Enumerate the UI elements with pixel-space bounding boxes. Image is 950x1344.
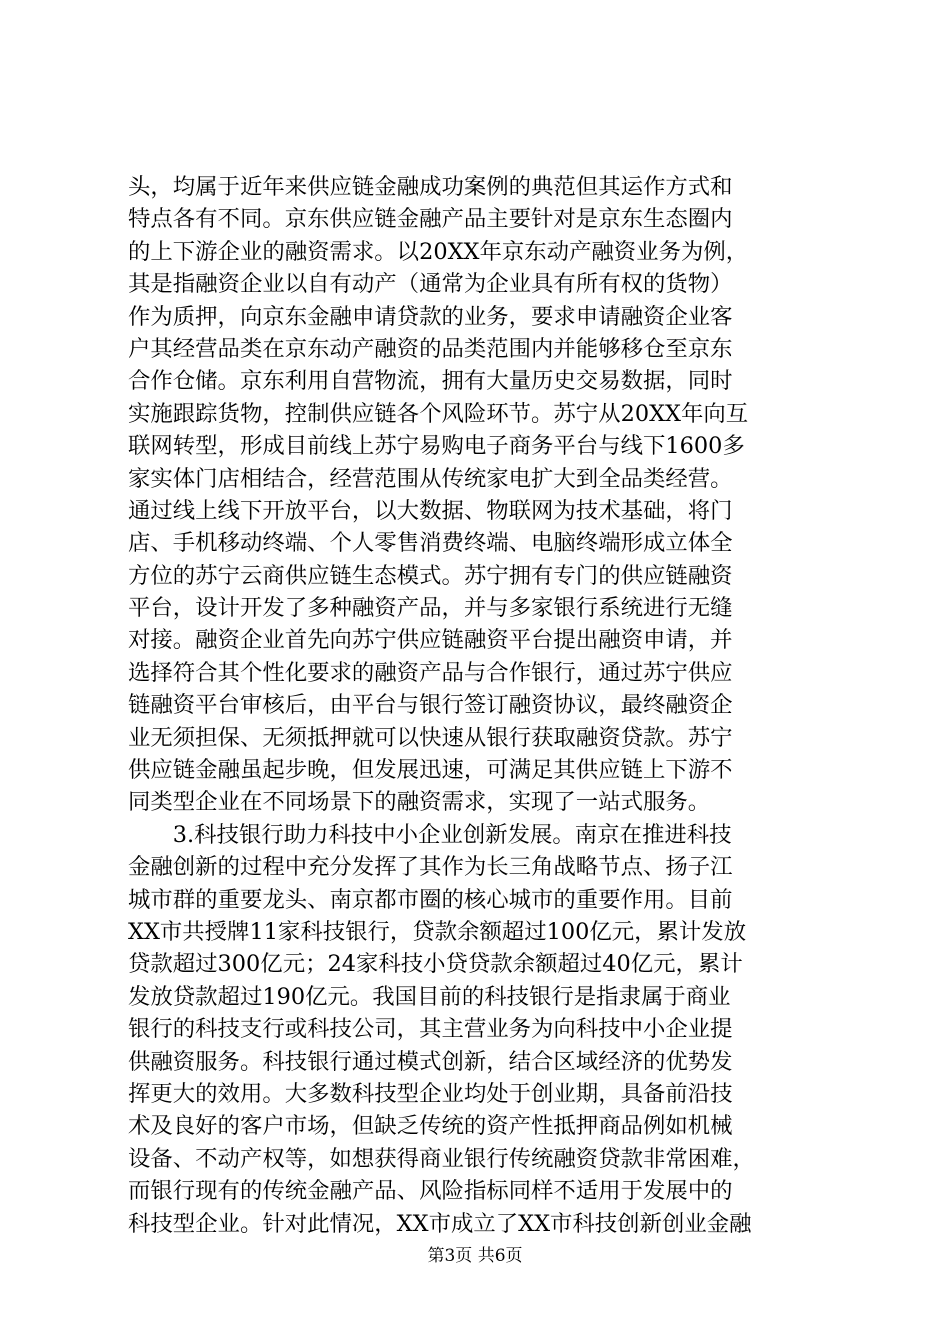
text-line: 家实体门店相结合，经营范围从传统家电扩大到全品类经营。 xyxy=(128,465,733,492)
text-line: 对接。融资企业首先向苏宁供应链融资平台提出融资申请，并 xyxy=(128,627,733,654)
text-line: 通过线上线下开放平台，以大数据、物联网为技术基础，将门 xyxy=(128,497,733,524)
text-line: 的上下游企业的融资需求。以20XX年京东动产融资业务为例， xyxy=(128,238,749,265)
text-line: 链融资平台审核后，由平台与银行签订融资协议，最终融资企 xyxy=(128,692,733,719)
text-line: 金融创新的过程中充分发挥了其作为长三角战略节点、扬子江 xyxy=(128,854,733,881)
text-line: 平台，设计开发了多种融资产品，并与多家银行系统进行无缝 xyxy=(128,595,733,622)
text-line: 银行的科技支行或科技公司，其主营业务为向科技中小企业提 xyxy=(128,1016,733,1043)
text-line: 同类型企业在不同场景下的融资需求，实现了一站式服务。 xyxy=(128,789,711,816)
text-line: 设备、不动产权等，如想获得商业银行传统融资贷款非常困难， xyxy=(128,1145,755,1172)
text-line: 方位的苏宁云商供应链生态模式。苏宁拥有专门的供应链融资 xyxy=(128,562,733,589)
text-line: 其是指融资企业以自有动产（通常为企业具有所有权的货物） xyxy=(128,271,733,298)
text-line: 挥更大的效用。大多数科技型企业均处于创业期，具备前沿技 xyxy=(128,1080,733,1107)
body-text xyxy=(128,171,838,1240)
text-line: 作为质押，向京东金融申请贷款的业务，要求申请融资企业客 xyxy=(128,303,733,330)
text-line: 科技型企业。针对此情况，XX市成立了XX市科技创新创业金融 xyxy=(128,1210,752,1237)
text-line: 术及良好的客户市场，但缺乏传统的资产性抵押商品例如机械 xyxy=(128,1113,733,1140)
page-footer: 第3页 共6页 xyxy=(427,1246,523,1266)
text-line: 特点各有不同。京东供应链金融产品主要针对是京东生态圈内 xyxy=(128,206,733,233)
text-line: 3.科技银行助力科技中小企业创新发展。南京在推进科技 xyxy=(128,821,732,848)
text-line: 合作仓储。京东利用自营物流，拥有大量历史交易数据，同时 xyxy=(128,368,733,395)
text-line: 店、手机移动终端、个人零售消费终端、电脑终端形成立体全 xyxy=(128,530,733,557)
text-line: 业无须担保、无须抵押就可以快速从银行获取融资贷款。苏宁 xyxy=(128,724,733,751)
text-line: 联网转型，形成目前线上苏宁易购电子商务平台与线下1600多 xyxy=(128,433,745,460)
text-line: 供应链金融虽起步晚，但发展迅速，可满足其供应链上下游不 xyxy=(128,757,733,784)
text-line: 贷款超过300亿元；24家科技小贷贷款余额超过40亿元，累计 xyxy=(128,951,743,978)
text-line: 选择符合其个性化要求的融资产品与合作银行，通过苏宁供应 xyxy=(128,659,733,686)
text-line: XX市共授牌11家科技银行，贷款余额超过100亿元，累计发放 xyxy=(128,918,747,945)
text-line: 城市群的重要龙头、南京都市圈的核心城市的重要作用。目前 xyxy=(128,886,733,913)
text-line: 供融资服务。科技银行通过模式创新，结合区域经济的优势发 xyxy=(128,1048,733,1075)
text-line: 头，均属于近年来供应链金融成功案例的典范但其运作方式和 xyxy=(128,174,733,200)
text-line: 实施跟踪货物，控制供应链各个风险环节。苏宁从20XX年向互 xyxy=(128,400,749,427)
text-line: 发放贷款超过190亿元。我国目前的科技银行是指隶属于商业 xyxy=(128,983,731,1010)
text-line: 而银行现有的传统金融产品、风险指标同样不适用于发展中的 xyxy=(128,1178,733,1205)
text-line: 户其经营品类在京东动产融资的品类范围内并能够移仓至京东 xyxy=(128,335,733,362)
